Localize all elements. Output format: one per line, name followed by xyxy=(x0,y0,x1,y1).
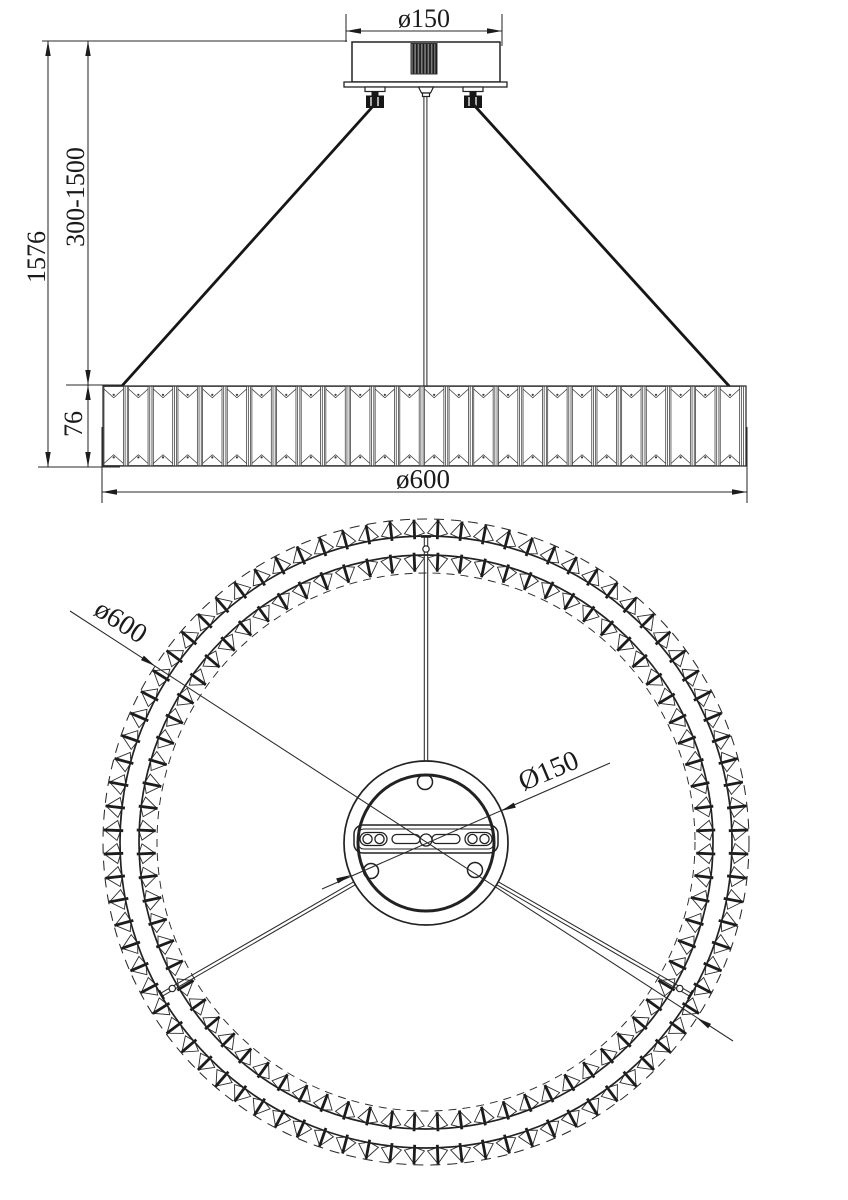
dimension-arrow xyxy=(346,28,361,33)
panel-dot xyxy=(113,394,115,396)
panel-dot xyxy=(680,456,682,458)
canopy xyxy=(344,42,507,108)
spoke xyxy=(161,881,356,994)
panel-dot xyxy=(458,394,460,396)
panel-dot xyxy=(310,394,312,396)
panel-dot xyxy=(285,394,287,396)
panel-dot xyxy=(680,394,682,396)
panel-dot xyxy=(408,394,410,396)
panel-dot xyxy=(285,456,287,458)
dimension-arrow xyxy=(45,41,50,56)
panel-dot xyxy=(187,394,189,396)
panel-dot xyxy=(606,456,608,458)
canopy-base-plate xyxy=(344,82,507,87)
center-wire xyxy=(424,97,427,388)
panel-dot xyxy=(655,394,657,396)
panel-dot xyxy=(507,456,509,458)
panel-dot xyxy=(433,456,435,458)
spoke xyxy=(494,883,689,996)
spoke xyxy=(163,883,358,996)
center-wire-connector xyxy=(419,87,434,97)
panel-dot xyxy=(334,456,336,458)
dim-plan-outer-diameter-label: ø600 xyxy=(88,593,153,651)
dim-canopy-diameter-label: ø150 xyxy=(398,4,450,33)
panel-dot xyxy=(162,394,164,396)
dimension-arrow xyxy=(85,370,90,385)
dimension-arrow xyxy=(732,489,747,494)
panel-dot xyxy=(261,394,263,396)
dimension-arrow xyxy=(85,41,90,56)
dim-adjustable-height-label: 300-1500 xyxy=(61,147,90,247)
spoke xyxy=(496,881,691,994)
panel-dot xyxy=(211,456,213,458)
panel-dot xyxy=(384,456,386,458)
plan-view xyxy=(70,519,749,1165)
panel-dot xyxy=(310,456,312,458)
panel-dot xyxy=(458,456,460,458)
panel-dot xyxy=(704,394,706,396)
panel-dot xyxy=(187,456,189,458)
panel-dot xyxy=(606,394,608,396)
elevation-view xyxy=(22,4,747,503)
panel-dot xyxy=(236,394,238,396)
dim-ring-height-label: 76 xyxy=(59,411,88,437)
panel-dot xyxy=(162,456,164,458)
panel-dot xyxy=(482,394,484,396)
panel-dot xyxy=(729,456,731,458)
panel-dot xyxy=(630,456,632,458)
ring-dia-leader-line xyxy=(70,611,733,1041)
panel-dot xyxy=(359,394,361,396)
panel-dot xyxy=(630,394,632,396)
panel-dot xyxy=(359,456,361,458)
panel-dot xyxy=(556,456,558,458)
suspension-cable-left xyxy=(121,104,375,387)
spoke-connector-knob xyxy=(169,985,175,991)
panel-dot xyxy=(261,456,263,458)
panel-dot xyxy=(581,394,583,396)
panel-dot xyxy=(532,394,534,396)
spoke-connector-knob xyxy=(677,985,683,991)
panel-dot xyxy=(433,394,435,396)
spoke-connector-knob xyxy=(423,546,429,552)
panel-dot xyxy=(113,456,115,458)
dim-plan-plate-diameter-label: Ø150 xyxy=(513,744,584,798)
panel-dot xyxy=(581,456,583,458)
panel-dot xyxy=(556,394,558,396)
panel-dot xyxy=(211,394,213,396)
dim-ring-diameter-label: ø600 xyxy=(396,464,450,494)
panel-dot xyxy=(482,456,484,458)
dim-total-height-label: 1576 xyxy=(22,231,51,283)
panel-dot xyxy=(655,456,657,458)
panel-dot xyxy=(137,456,139,458)
dimension-arrow xyxy=(85,452,90,467)
dimension-arrow xyxy=(141,656,157,669)
dimension-arrow xyxy=(85,385,90,400)
dimension-arrow xyxy=(45,452,50,467)
panel-dot xyxy=(334,394,336,396)
panel-dot xyxy=(704,456,706,458)
crystal-ring-elevation xyxy=(103,386,746,466)
dimension-arrow xyxy=(487,28,502,33)
panel-dot xyxy=(408,456,410,458)
panel-dot xyxy=(236,456,238,458)
panel-dot xyxy=(532,456,534,458)
panel-dot xyxy=(507,394,509,396)
panel-dot xyxy=(384,394,386,396)
dimension-arrow xyxy=(102,489,117,494)
suspension-cable-right xyxy=(473,104,730,387)
panel-dot xyxy=(137,394,139,396)
panel-dot xyxy=(729,394,731,396)
